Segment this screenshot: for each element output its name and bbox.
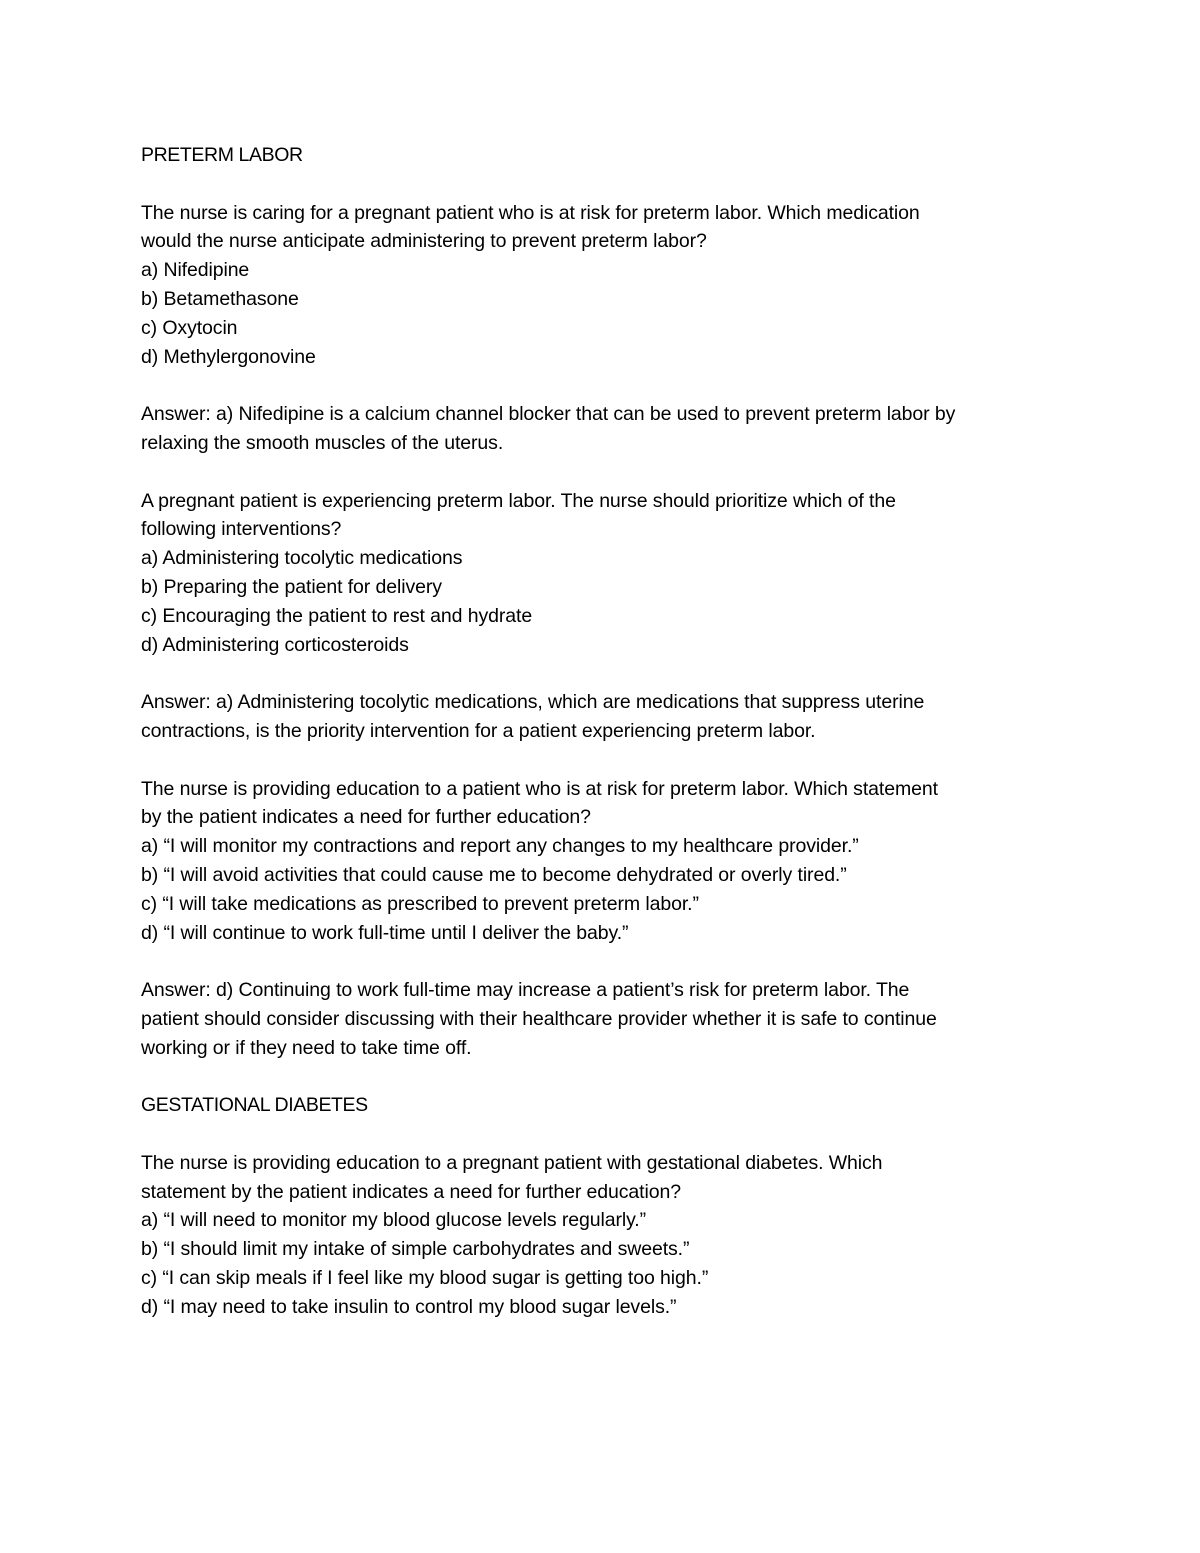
answer-option: d) “I may need to take insulin to control my blood sugar levels.”: [141, 1295, 677, 1318]
answer-explanation-line: Answer: d) Continuing to work full-time may increase a patient’s risk for preterm labor. The: [141, 979, 910, 1002]
answer-option: d) Administering corticosteroids: [141, 633, 409, 656]
question-2: [141, 487, 1071, 746]
question-stem-line: following interventions?: [141, 518, 342, 541]
answer-option: a) Administering tocolytic medications: [141, 547, 463, 570]
question-4: [141, 1149, 1071, 1322]
answer-explanation-line: working or if they need to take time off.: [141, 1036, 472, 1059]
answer-option: c) “I will take medications as prescribed to prevent preterm labor.”: [141, 892, 699, 915]
document-page: [141, 141, 1071, 1322]
question-stem-line: would the nurse anticipate administering to prevent preterm labor?: [141, 230, 707, 253]
answer-option: a) “I will monitor my contractions and report any changes to my healthcare provider.”: [141, 835, 859, 858]
question-3: [141, 775, 1071, 1063]
section-gestational-diabetes: [141, 1091, 1071, 1321]
question-stem-line: statement by the patient indicates a need for further education?: [141, 1180, 681, 1203]
section-preterm-labor: [141, 141, 1071, 1091]
answer-explanation-line: Answer: a) Nifedipine is a calcium channel blocker that can be used to prevent preterm labor by: [141, 403, 956, 426]
answer-explanation-line: contractions, is the priority intervention for a patient experiencing preterm labor.: [141, 719, 816, 742]
question-stem-line: The nurse is providing education to a pregnant patient with gestational diabetes. Which: [141, 1151, 883, 1174]
section-heading: PRETERM LABOR: [141, 144, 303, 166]
answer-option: b) Betamethasone: [141, 287, 299, 310]
answer-option: c) “I can skip meals if I feel like my blood sugar is getting too high.”: [141, 1267, 709, 1290]
answer-explanation-line: relaxing the smooth muscles of the uterus.: [141, 431, 504, 454]
answer-explanation-line: patient should consider discussing with their healthcare provider whether it is safe to continue: [141, 1007, 937, 1030]
answer-option: b) “I should limit my intake of simple carbohydrates and sweets.”: [141, 1238, 690, 1261]
question-1: [141, 199, 1071, 458]
answer-option: d) “I will continue to work full-time until I deliver the baby.”: [141, 921, 629, 944]
question-stem-line: A pregnant patient is experiencing preterm labor. The nurse should prioritize which of the: [141, 489, 896, 512]
answer-option: b) “I will avoid activities that could cause me to become dehydrated or overly tired.”: [141, 863, 847, 886]
section-heading: GESTATIONAL DIABETES: [141, 1094, 368, 1117]
answer-option: c) Oxytocin: [141, 316, 238, 339]
question-stem-line: by the patient indicates a need for further education?: [141, 806, 591, 829]
question-stem-line: The nurse is caring for a pregnant patient who is at risk for preterm labor. Which medication: [141, 201, 920, 224]
question-stem-line: The nurse is providing education to a patient who is at risk for preterm labor. Which statement: [141, 777, 938, 800]
answer-explanation-line: Answer: a) Administering tocolytic medications, which are medications that suppress uterine: [141, 691, 925, 714]
answer-option: c) Encouraging the patient to rest and hydrate: [141, 604, 533, 627]
answer-option: b) Preparing the patient for delivery: [141, 575, 442, 598]
answer-option: a) “I will need to monitor my blood glucose levels regularly.”: [141, 1209, 646, 1232]
answer-option: a) Nifedipine: [141, 259, 250, 282]
answer-option: d) Methylergonovine: [141, 345, 316, 368]
